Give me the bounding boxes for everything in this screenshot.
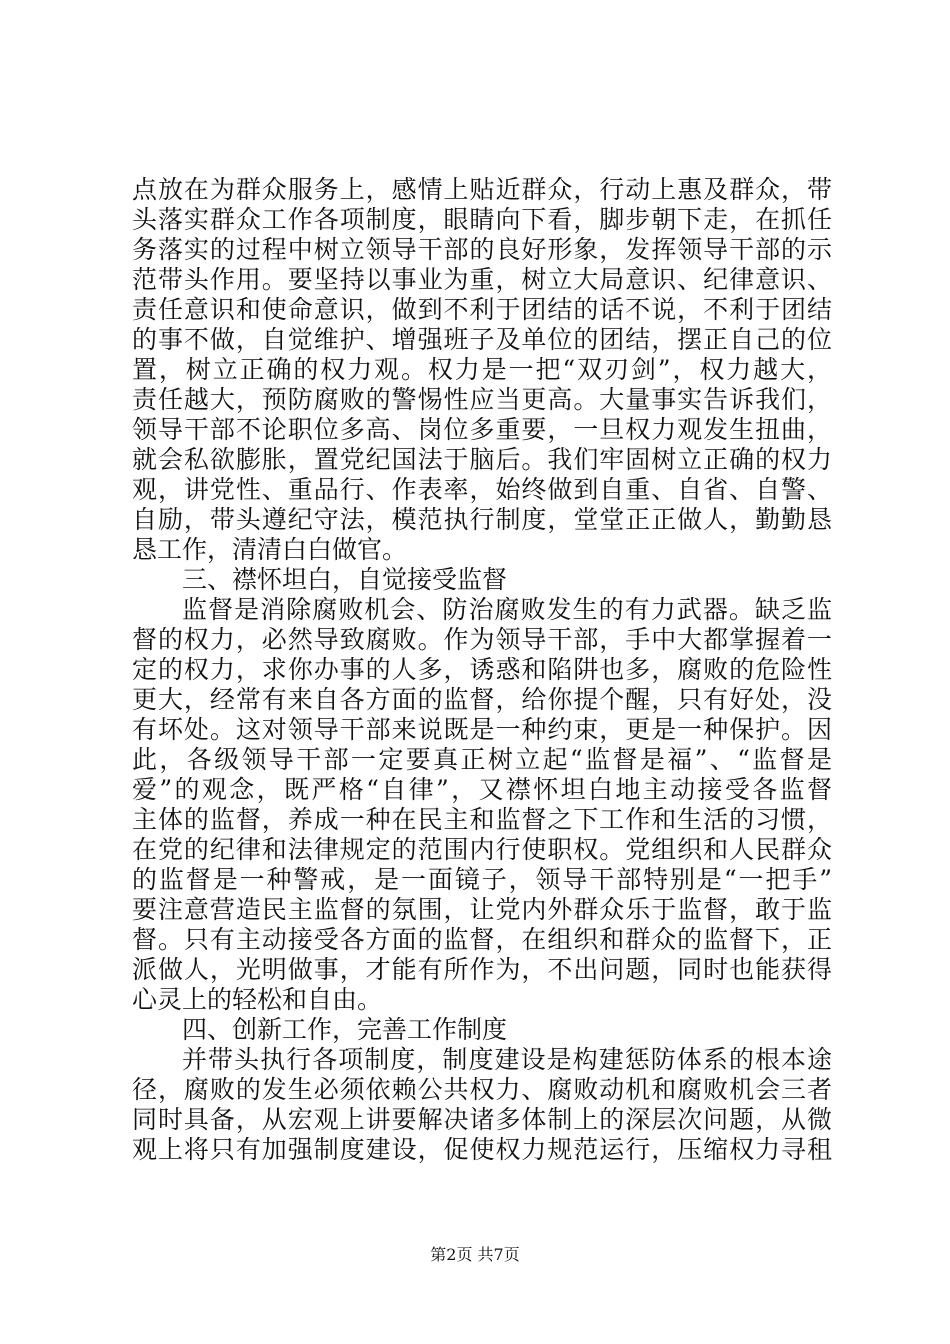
text-line: 定的权力，求你办事的人多，诱惑和陷阱也多，腐败的危险性 bbox=[132, 655, 832, 684]
text-line: 在党的纪律和法律规定的范围内行使职权。党组织和人民群众 bbox=[132, 835, 832, 864]
text-line: 心灵上的轻松和自由。 bbox=[132, 985, 383, 1014]
text-line: 责任越大，预防腐败的警惕性应当更高。大量事实告诉我们， bbox=[132, 385, 832, 414]
text-line: 主体的监督，养成一种在民主和监督之下工作和生活的习惯， bbox=[132, 805, 832, 834]
text-line: 范带头作用。要坚持以事业为重，树立大局意识、纪律意识、 bbox=[132, 265, 832, 294]
text-line: 有坏处。这对领导干部来说既是一种约束，更是一种保护。因 bbox=[132, 715, 832, 744]
text-line: 径，腐败的发生必须依赖公共权力、腐败动机和腐败机会三者 bbox=[132, 1075, 832, 1104]
text-line: 更大，经常有来自各方面的监督，给你提个醒，只有好处，没 bbox=[132, 685, 832, 714]
section-heading: 四、创新工作，完善工作制度 bbox=[182, 1015, 508, 1044]
text-line: 的监督是一种警戒，是一面镜子，领导干部特别是“一把手” bbox=[132, 865, 832, 894]
text-line: 此，各级领导干部一定要真正树立起“监督是福”、“监督是 bbox=[132, 745, 832, 774]
text-line: 头落实群众工作各项制度，眼睛向下看，脚步朝下走，在抓任 bbox=[132, 205, 832, 234]
text-line: 同时具备，从宏观上讲要解决诸多体制上的深层次问题，从微 bbox=[132, 1105, 832, 1134]
text-line: 恳工作，清清白白做官。 bbox=[132, 535, 408, 564]
text-line: 自励，带头遵纪守法，模范执行制度，堂堂正正做人，勤勤恳 bbox=[132, 505, 832, 534]
text-line: 观上将只有加强制度建设，促使权力规范运行，压缩权力寻租 bbox=[132, 1135, 832, 1164]
text-line: 领导干部不论职位多高、岗位多重要，一旦权力观发生扭曲， bbox=[132, 415, 832, 444]
text-line: 观，讲党性、重品行、作表率，始终做到自重、自省、自警、 bbox=[132, 475, 832, 504]
text-line: 爱”的观念，既严格“自律”，又襟怀坦白地主动接受各监督 bbox=[132, 775, 832, 804]
paragraph-first-line: 并带头执行各项制度，制度建设是构建惩防体系的根本途 bbox=[182, 1045, 832, 1074]
text-line: 责任意识和使命意识，做到不利于团结的话不说，不利于团结 bbox=[132, 295, 832, 324]
text-line: 就会私欲膨胀，置党纪国法于脑后。我们牢固树立正确的权力 bbox=[132, 445, 832, 474]
text-line: 要注意营造民主监督的氛围，让党内外群众乐于监督，敢于监 bbox=[132, 895, 832, 924]
text-line: 的事不做，自觉维护、增强班子及单位的团结，摆正自己的位 bbox=[132, 325, 832, 354]
paragraph-first-line: 监督是消除腐败机会、防治腐败发生的有力武器。缺乏监 bbox=[182, 595, 832, 624]
text-line: 务落实的过程中树立领导干部的良好形象，发挥领导干部的示 bbox=[132, 235, 832, 264]
page-number-label: 第2页 共7页 bbox=[430, 1245, 520, 1264]
text-line: 督。只有主动接受各方面的监督，在组织和群众的监督下，正 bbox=[132, 925, 832, 954]
text-line: 置，树立正确的权力观。权力是一把“双刃剑”，权力越大， bbox=[132, 355, 832, 384]
page-footer bbox=[0, 1245, 950, 1265]
section-heading: 三、襟怀坦白，自觉接受监督 bbox=[182, 565, 508, 594]
text-line: 点放在为群众服务上，感情上贴近群众，行动上惠及群众，带 bbox=[132, 175, 832, 204]
text-line: 督的权力，必然导致腐败。作为领导干部，手中大都掌握着一 bbox=[132, 625, 832, 654]
text-line: 派做人，光明做事，才能有所作为，不出问题，同时也能获得 bbox=[132, 955, 832, 984]
